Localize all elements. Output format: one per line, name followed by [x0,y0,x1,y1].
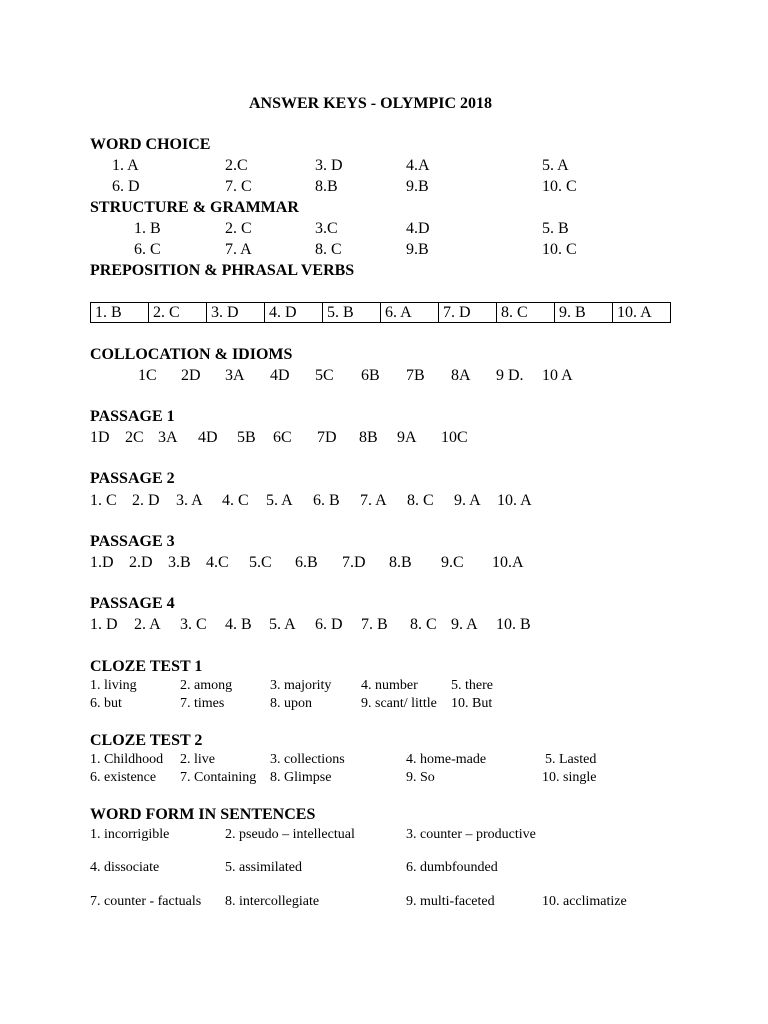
answer-item: 9.C [441,554,464,571]
answer-item: 4D [270,367,290,384]
section-heading-collocation: COLLOCATION & IDIOMS [90,346,293,363]
preposition-answer-table [90,302,671,323]
section-heading-passage-3: PASSAGE 3 [90,533,175,550]
answer-item: 9 D. [496,367,524,384]
section-heading-passage-4: PASSAGE 4 [90,595,175,612]
answer-item: 7. Containing [180,770,257,785]
answer-item: 8. C [315,241,342,258]
answer-item: 10C [441,429,468,446]
answer-item: 2. D [132,492,160,509]
answer-item: 1. D [90,616,118,633]
answer-item: 5. B [542,220,569,237]
answer-item: 4. dissociate [90,860,160,875]
answer-item: 3.B [168,554,191,571]
answer-item: 7. A [225,241,252,258]
answer-item: 5. there [451,678,493,693]
answer-item: 8.B [389,554,412,571]
answer-item: 6. C [134,241,161,258]
answer-item: 9.B [406,241,429,258]
answer-item: 2. A [134,616,161,633]
answer-item: 7B [406,367,425,384]
answer-item: 10. C [542,241,577,258]
table-cell: 10. A [613,303,671,323]
section-heading-passage-1: PASSAGE 1 [90,408,175,425]
table-cell: 5. B [323,303,381,323]
answer-item: 8. C [407,492,434,509]
answer-item: 10. acclimatize [542,894,627,909]
table-cell: 4. D [265,303,323,323]
answer-item: 1. incorrigible [90,827,170,842]
table-cell: 6. A [381,303,439,323]
answer-item: 7D [317,429,337,446]
answer-item: 6. but [90,696,122,711]
answer-item: 6. dumbfounded [406,860,498,875]
section-heading-word-choice: WORD CHOICE [90,136,211,153]
answer-item: 3. majority [270,678,332,693]
answer-item: 8. C [410,616,437,633]
answer-item: 3. C [180,616,207,633]
table-cell: 2. C [149,303,207,323]
answer-item: 6C [273,429,292,446]
answer-item: 1.D [90,554,114,571]
answer-item: 9. So [406,770,435,785]
table-cell: 3. D [207,303,265,323]
answer-item: 2. C [225,220,252,237]
answer-item: 8B [359,429,378,446]
answer-item: 8. Glimpse [270,770,332,785]
answer-item: 3. D [315,157,343,174]
answer-item: 2C [125,429,144,446]
answer-item: 7. counter - factuals [90,894,202,909]
section-heading-cloze-test-1: CLOZE TEST 1 [90,658,203,675]
answer-item: 10 A [542,367,573,384]
answer-item: 1. C [90,492,117,509]
answer-item: 5. A [542,157,569,174]
answer-item: 4.D [406,220,430,237]
answer-item: 2D [181,367,201,384]
answer-item: 6. B [313,492,340,509]
answer-item: 5. assimilated [225,860,302,875]
answer-item: 9A [397,429,417,446]
answer-item: 2. among [180,678,233,693]
answer-item: 5. Lasted [545,752,597,767]
answer-item: 7. B [361,616,388,633]
answer-item: 5.C [249,554,272,571]
answer-item: 6. D [315,616,343,633]
table-cell: 7. D [439,303,497,323]
answer-item: 4. number [361,678,418,693]
answer-item: 9. A [451,616,478,633]
answer-item: 10. A [497,492,532,509]
answer-item: 10. But [451,696,493,711]
section-heading-cloze-test-2: CLOZE TEST 2 [90,732,203,749]
answer-item: 8. intercollegiate [225,894,320,909]
answer-item: 4.A [406,157,430,174]
answer-item: 2. pseudo – intellectual [225,827,355,842]
answer-item: 7. A [360,492,387,509]
answer-item: 2. live [180,752,215,767]
table-cell: 8. C [497,303,555,323]
page-title: ANSWER KEYS - OLYMPIC 2018 [249,95,492,112]
answer-item: 6. existence [90,770,157,785]
table-cell: 1. B [91,303,149,323]
answer-item: 1. living [90,678,137,693]
answer-item: 3A [225,367,245,384]
answer-item: 5C [315,367,334,384]
section-heading-passage-2: PASSAGE 2 [90,470,175,487]
answer-item: 9. scant/ little [361,696,437,711]
answer-item: 7. C [225,178,252,195]
answer-item: 3A [158,429,178,446]
answer-item: 6B [361,367,380,384]
answer-item: 10. single [542,770,597,785]
answer-item: 1. B [134,220,161,237]
answer-item: 3. counter – productive [406,827,536,842]
answer-item: 4D [198,429,218,446]
answer-item: 6. D [112,178,140,195]
answer-item: 1C [138,367,157,384]
answer-item: 10. C [542,178,577,195]
answer-item: 3. collections [270,752,345,767]
section-heading-word-form: WORD FORM IN SENTENCES [90,806,316,823]
answer-item: 7. times [180,696,225,711]
answer-item: 10.A [492,554,524,571]
answer-item: 5. A [269,616,296,633]
answer-item: 5B [237,429,256,446]
answer-item: 2.D [129,554,153,571]
answer-item: 1D [90,429,110,446]
answer-item: 1. Childhood [90,752,164,767]
answer-item: 3. A [176,492,203,509]
answer-item: 9. multi-faceted [406,894,495,909]
answer-item: 8. upon [270,696,312,711]
answer-item: 4. home-made [406,752,487,767]
answer-item: 2.C [225,157,248,174]
answer-item: 9.B [406,178,429,195]
answer-item: 3.C [315,220,338,237]
answer-item: 4. C [222,492,249,509]
answer-item: 10. B [496,616,531,633]
section-heading-preposition: PREPOSITION & PHRASAL VERBS [90,262,355,279]
answer-item: 1. A [112,157,139,174]
answer-item: 8A [451,367,471,384]
section-heading-structure-grammar: STRUCTURE & GRAMMAR [90,199,299,216]
answer-item: 8.B [315,178,338,195]
answer-item: 4.C [206,554,229,571]
table-cell: 9. B [555,303,613,323]
answer-item: 5. A [266,492,293,509]
answer-item: 9. A [454,492,481,509]
answer-item: 7.D [342,554,366,571]
answer-item: 6.B [295,554,318,571]
answer-item: 4. B [225,616,252,633]
